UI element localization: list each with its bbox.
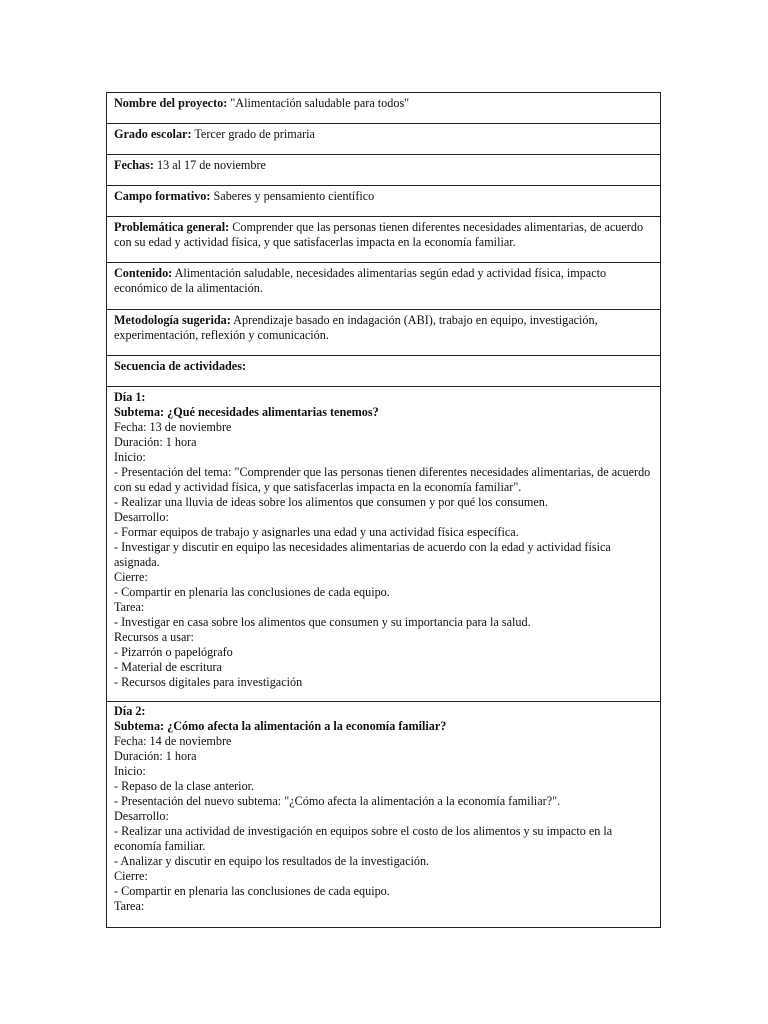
day2-line: Cierre: — [114, 869, 148, 883]
methodology-row — [107, 310, 660, 356]
day2-title: Día 2: — [114, 704, 146, 718]
project-value: "Alimentación saludable para todos" — [230, 96, 410, 110]
day1-line: Desarrollo: — [114, 510, 169, 524]
dates-label: Fechas: — [114, 158, 154, 172]
day1-line: - Formar equipos de trabajo y asignarles una edad y una actividad física específica. — [114, 525, 519, 539]
field-label: Campo formativo: — [114, 189, 211, 203]
day1-line: Recursos a usar: — [114, 630, 194, 644]
problem-row — [107, 217, 660, 263]
content-label: Contenido: — [114, 266, 173, 280]
day2-line: Fecha: 14 de noviembre — [114, 734, 232, 748]
content-value: Alimentación saludable, necesidades alimentarias según edad y actividad física, impacto económico de la alimentación. — [114, 266, 607, 295]
day2-line: Inicio: — [114, 764, 146, 778]
project-row — [107, 93, 660, 124]
lesson-plan-table — [106, 92, 661, 928]
day1-line: - Investigar en casa sobre los alimentos que consumen y su importancia para la salud. — [114, 615, 531, 629]
day2-line: - Realizar una actividad de investigación en equipos sobre el costo de los alimentos y su impacto en la economía familiar. — [114, 824, 616, 853]
day1-line: - Recursos digitales para investigación — [114, 675, 303, 689]
day1-title: Día 1: — [114, 390, 146, 404]
day1-line: Inicio: — [114, 450, 146, 464]
problem-value: Comprender que las personas tienen diferentes necesidades alimentarias, de acuerdo con su edad y actividad física, y que satisfacerlas impacta en la economía familiar. — [114, 220, 644, 249]
day2-line: Tarea: — [114, 899, 145, 913]
day2-line: - Compartir en plenaria las conclusiones de cada equipo. — [114, 884, 390, 898]
grade-value: Tercer grado de primaria — [194, 127, 315, 141]
methodology-label: Metodología sugerida: — [114, 313, 231, 327]
project-label: Nombre del proyecto: — [114, 96, 228, 110]
dates-row — [107, 155, 660, 186]
content-row — [107, 263, 660, 310]
day1-line: Cierre: — [114, 570, 148, 584]
problem-label: Problemática general: — [114, 220, 230, 234]
day1-line: - Compartir en plenaria las conclusiones de cada equipo. — [114, 585, 390, 599]
day1-line: - Investigar y discutir en equipo las necesidades alimentarias de acuerdo con la edad y actividad física asignada. — [114, 540, 614, 569]
day1-line: Duración: 1 hora — [114, 435, 197, 449]
day2-line: - Analizar y discutir en equipo los resultados de la investigación. — [114, 854, 430, 868]
day1-line: - Pizarrón o papelógrafo — [114, 645, 233, 659]
sequence-label: Secuencia de actividades: — [114, 359, 247, 373]
day1-line: - Presentación del tema: "Comprender que las personas tienen diferentes necesidades alimentarias, de acuerdo con su edad y actividad física, y que satisfacerlas impacta en la economía familiar". — [114, 465, 654, 494]
grade-row — [107, 124, 660, 155]
day1-line: Fecha: 13 de noviembre — [114, 420, 232, 434]
day1-line: - Realizar una lluvia de ideas sobre los alimentos que consumen y por qué los consumen. — [114, 495, 548, 509]
day1-row — [107, 387, 660, 702]
day2-row — [107, 702, 660, 927]
day1-line: Tarea: — [114, 600, 145, 614]
field-value: Saberes y pensamiento científico — [213, 189, 375, 203]
day2-line: Desarrollo: — [114, 809, 169, 823]
dates-value: 13 al 17 de noviembre — [156, 158, 266, 172]
day2-line: - Presentación del nuevo subtema: "¿Cómo afecta la alimentación a la economía familiar?". — [114, 794, 561, 808]
sequence-row — [107, 356, 660, 387]
methodology-value: Aprendizaje basado en indagación (ABI), trabajo en equipo, investigación, experimentación, reflexión y comunicación. — [114, 313, 598, 342]
field-row — [107, 186, 660, 217]
day2-line: Duración: 1 hora — [114, 749, 197, 763]
day2-line: - Repaso de la clase anterior. — [114, 779, 255, 793]
grade-label: Grado escolar: — [114, 127, 192, 141]
day2-subtopic: Subtema: ¿Cómo afecta la alimentación a la economía familiar? — [114, 719, 447, 733]
day1-line: - Material de escritura — [114, 660, 222, 674]
day1-subtopic: Subtema: ¿Qué necesidades alimentarias tenemos? — [114, 405, 379, 419]
